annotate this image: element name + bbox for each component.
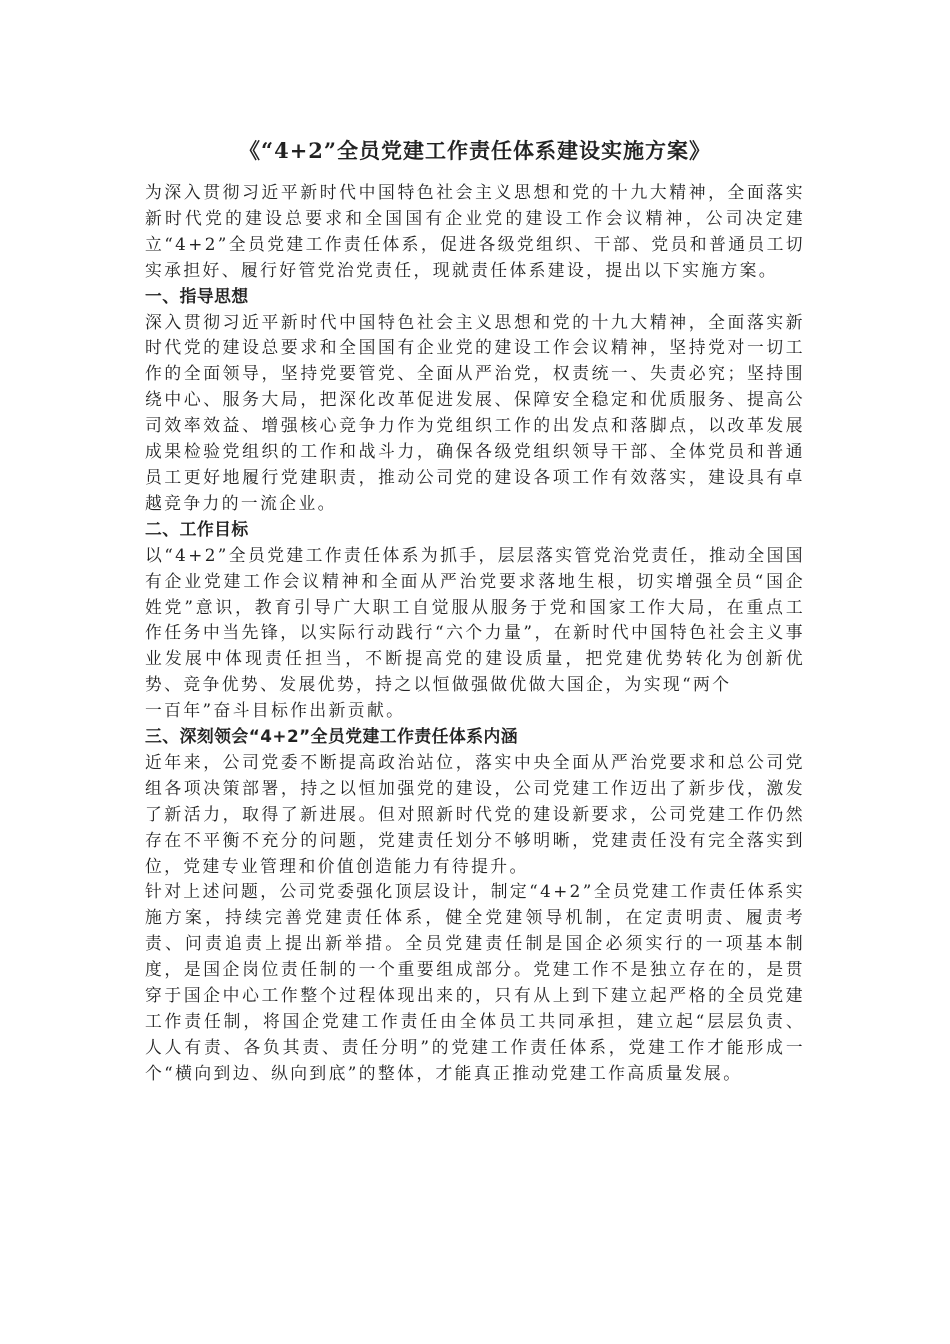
section-paragraph: 一百年”奋斗目标作出新贡献。 xyxy=(145,700,406,721)
document-page xyxy=(145,134,805,1087)
section-paragraph: 近年来，公司党委不断提高政治站位，落实中央全面从严治党要求和总公司党组各项决策部署，持之以恒加强党的建设，公司党建工作迈出了新步伐，激发了新活力，取得了新进展。但对照新时代党的建设新要求，公司党建工作仍然存在不平衡不充分的问题，党建责任划分不够明晰，党建责任没有完全落实到位，党建专业管理和价值创造能力有待提升。 xyxy=(145,751,805,876)
section-paragraph: 针对上述问题，公司党委强化顶层设计，制定“4+2”全员党建工作责任体系实施方案，持续完善党建责任体系，健全党建领导机制，在定责明责、履责考责、问责追责上提出新举措。全员党建责任制是国企必须实行的一项基本制度，是国企岗位责任制的一个重要组成部分。党建工作不是独立存在的，是贯穿于国企中心工作整个过程体现出来的，只有从上到下建立起严格的全员党建工作责任制，将国企党建工作责任由全体员工共同承担，建立起“层层负责、人人有责、各负其责、责任分明”的党建工作责任体系，党建工作才能形成一个“横向到边、纵向到底”的整体，才能真正推动党建工作高质量发展。 xyxy=(145,881,805,1083)
section-connotation xyxy=(145,724,805,1087)
section-paragraph: 深入贯彻习近平新时代中国特色社会主义思想和党的十九大精神，全面落实新时代党的建设总要求和全国国有企业党的建设工作会议精神，坚持党对一切工作的全面领导，坚持党要管党、全面从严治党，权责统一、失责必究；坚持围绕中心、服务大局，把深化改革促进发展、保障安全稳定和优质服务、提高公司效率效益、增强核心竞争力作为党组织工作的出发点和落脚点，以改革发展成果检验党组织的工作和战斗力，确保各级党组织领导干部、全体党员和普通员工更好地履行党建职责，推动公司党的建设各项工作有效落实，建设具有卓越竞争力的一流企业。 xyxy=(145,311,805,513)
section-paragraph: 以“4+2”全员党建工作责任体系为抓手，层层落实管党治党责任，推动全国国有企业党建工作会议精神和全面从严治党要求落地生根，切实增强全员“国企姓党”意识，教育引导广大职工自觉服从服务于党和国家工作大局，在重点工作任务中当先锋，以实际行动践行“六个力量”，在新时代中国特色社会主义事业发展中体现责任担当，不断提高党的建设质量，把党建优势转化为创新优势、竞争优势、发展优势，持之以恒做强做优做大国企，为实现“两个 xyxy=(145,544,805,695)
section-heading: 三、深刻领会“4+2”全员党建工作责任体系内涵 xyxy=(145,726,519,747)
document-title: 《“4+2”全员党建工作责任体系建设实施方案》 xyxy=(239,138,711,163)
section-work-goals xyxy=(145,517,805,724)
section-heading: 一、指导思想 xyxy=(145,285,249,306)
intro-paragraph: 为深入贯彻习近平新时代中国特色社会主义思想和党的十九大精神，全面落实新时代党的建设总要求和全国国有企业党的建设工作会议精神，公司决定建立“4+2”全员党建工作责任体系，促进各级党组织、干部、党员和普通员工切实承担好、履行好管党治党责任，现就责任体系建设，提出以下实施方案。 xyxy=(145,182,805,280)
section-heading: 二、工作目标 xyxy=(145,518,249,539)
section-guiding-thought xyxy=(145,284,805,517)
